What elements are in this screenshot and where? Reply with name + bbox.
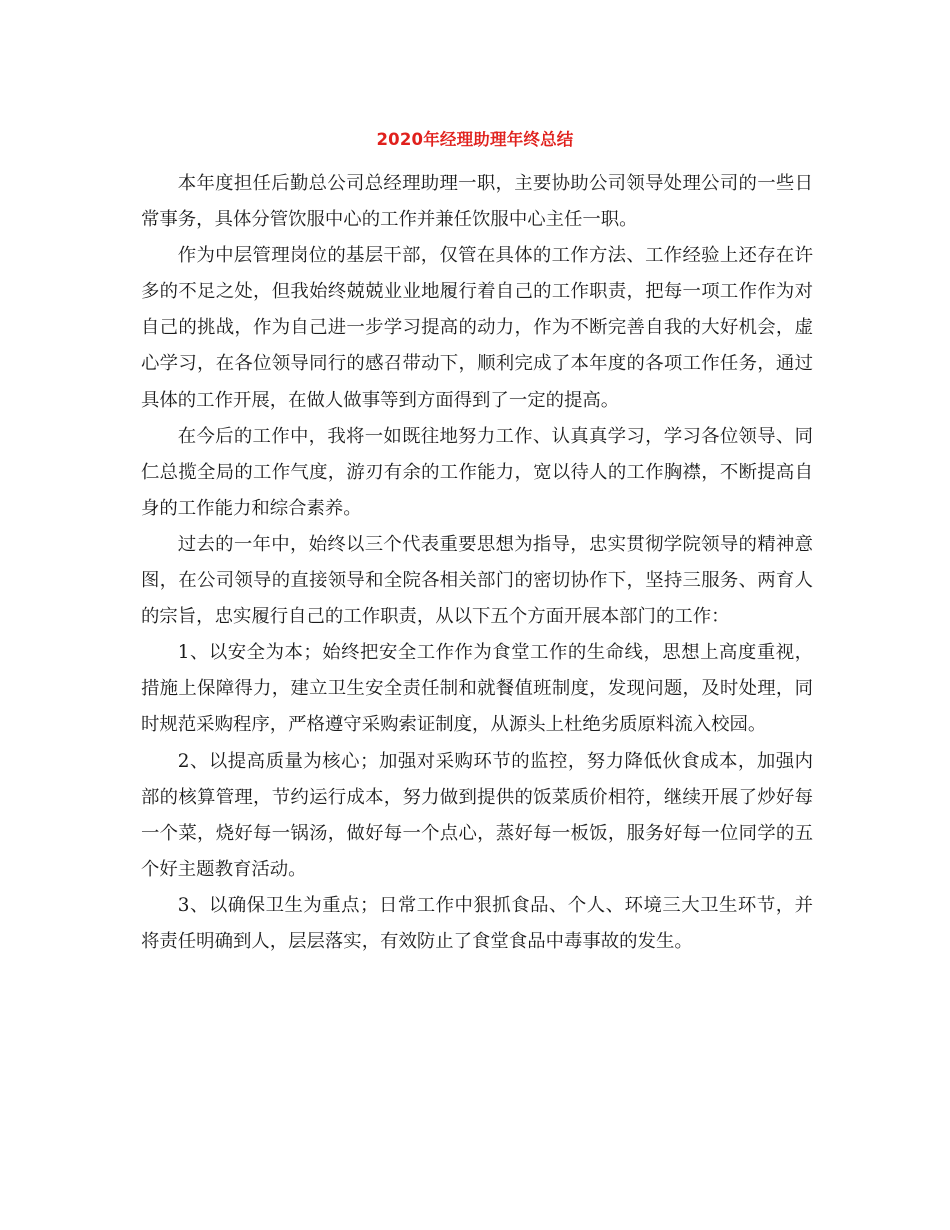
paragraph-self-assessment: 作为中层管理岗位的基层干部，仅管在具体的工作方法、工作经验上还存在许多的不足之处，但我始终兢兢业业地履行着自己的工作职责，把每一项工作作为对自己的挑战，作为自己进一步学习提高的动力，作为不断完善自我的大好机会，虚心学习，在各位领导同行的感召带动下，顺利完成了本年度的各项工作任务，通过具体的工作开展，在做人做事等到方面得到了一定的提高。: [141, 245, 813, 411]
paragraph-future-work: 在今后的工作中，我将一如既往地努力工作、认真真学习，学习各位领导、同仁总揽全局的工作气度，游刃有余的工作能力，宽以待人的工作胸襟，不断提高自身的工作能力和综合素养。: [141, 425, 813, 519]
paragraph-year-overview: 过去的一年中，始终以三个代表重要思想为指导，忠实贯彻学院领导的精神意图，在公司领导的直接领导和全院各相关部门的密切协作下，坚持三服务、两育人的宗旨，忠实履行自己的工作职责，从以下五个方面开展本部门的工作：: [141, 533, 813, 628]
paragraph-point-hygiene: 3、以确保卫生为重点；日常工作中狠抓食品、个人、环境三大卫生环节，并将责任明确到人，层层落实，有效防止了食堂食品中毒事故的发生。: [141, 894, 813, 952]
paragraph-point-safety: 1、以安全为本；始终把安全工作作为食堂工作的生命线，思想上高度重视，措施上保障得力，建立卫生安全责任制和就餐值班制度，发现问题，及时处理，同时规范采购程序，严格遵守采购索证制度，从源头上杜绝劣质原料流入校园。: [141, 642, 813, 736]
paragraph-point-quality: 2、以提高质量为核心；加强对采购环节的监控，努力降低伙食成本，加强内部的核算管理，节约运行成本，努力做到提供的饭菜质价相符，继续开展了炒好每一个菜，烧好每一锅汤，做好每一个点心，蒸好每一板饭，服务好每一位同学的五个好主题教育活动。: [141, 750, 813, 880]
document-title: 2020年经理助理年终总结: [376, 130, 574, 149]
document-body: [141, 166, 813, 960]
paragraph-intro: 本年度担任后勤总公司总经理助理一职，主要协助公司领导处理公司的一些日常事务，具体分管饮服中心的工作并兼任饮服中心主任一职。: [141, 173, 813, 231]
